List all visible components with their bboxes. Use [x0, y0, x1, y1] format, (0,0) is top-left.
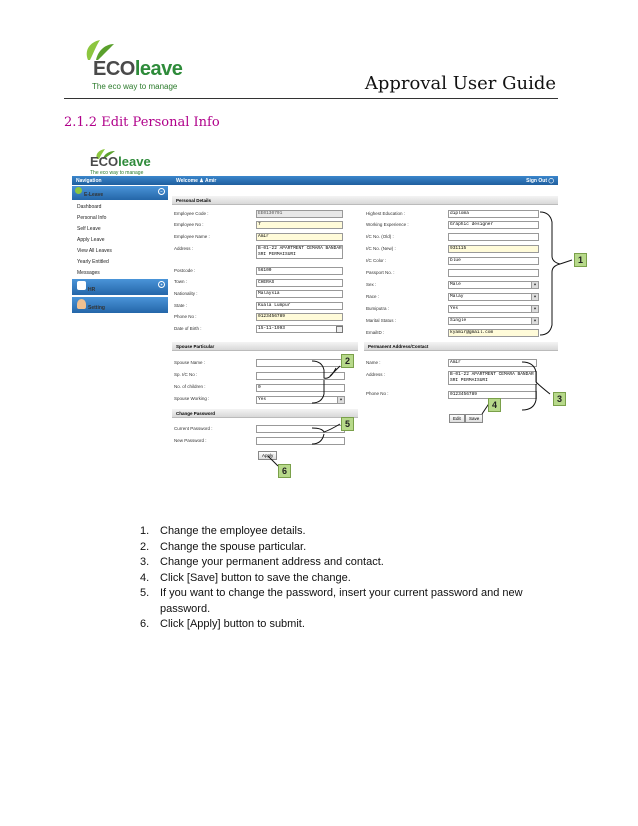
no-of-children-field[interactable]: 0: [256, 384, 345, 392]
state-field[interactable]: Kuala Lumpur: [256, 302, 343, 310]
header-divider: [64, 98, 558, 99]
power-icon: ◯: [548, 178, 554, 184]
working-experience-field[interactable]: Graphic designer: [448, 221, 539, 229]
callout-3: 3: [553, 392, 566, 406]
navigation-label: Navigation: [76, 178, 102, 184]
race-select[interactable]: Malay ▾: [448, 293, 539, 301]
callout-4: 4: [488, 398, 501, 412]
logo-wordmark: [93, 58, 182, 81]
postcode-field[interactable]: 56100: [256, 267, 343, 275]
instruction-text: Change the employee details.: [160, 525, 306, 537]
spouse-ic-field[interactable]: [256, 372, 345, 380]
spouse-name-field[interactable]: [256, 359, 345, 367]
sex-label: Sex :: [366, 282, 377, 287]
app-logo-tagline: The eco way to manage: [90, 170, 144, 176]
leader-1: [560, 260, 572, 264]
app-logo-text: leave: [118, 154, 151, 169]
sidebar-item-view-all-leaves[interactable]: View All Leaves: [77, 248, 112, 254]
employee-code-label: Employee Code :: [174, 211, 209, 216]
perm-phone-label: Phone No :: [366, 391, 389, 396]
logo-tagline: The eco way to manage: [92, 82, 178, 91]
instruction-item: [140, 524, 548, 540]
instruction-item: [140, 540, 548, 556]
app-logo-prefix: ECO: [90, 154, 119, 169]
email-field[interactable]: kyamir@gmail.com: [448, 329, 539, 337]
personal-details-header: [172, 196, 558, 205]
instruction-item: [140, 555, 548, 571]
sidebar-item-yearly-entitled[interactable]: Yearly Entitled: [77, 259, 109, 265]
employee-code-field: EE0130701: [256, 210, 343, 218]
welcome-label: Welcome: [176, 178, 198, 184]
user-name: Amir: [204, 178, 217, 184]
apply-button[interactable]: Apply: [258, 451, 277, 460]
sidebar-group-hr[interactable]: [72, 279, 168, 295]
bumiputra-select[interactable]: Yes ▾: [448, 305, 539, 313]
calendar-icon: [77, 281, 86, 290]
callout-5: 5: [341, 417, 354, 431]
current-password-field[interactable]: [256, 425, 345, 433]
phone-no-field[interactable]: 0123456789: [256, 313, 343, 321]
instruction-text: Change the spouse particular.: [160, 540, 307, 553]
logo-text: leave: [134, 58, 183, 80]
permanent-address-title: Permanent Address/Contact: [368, 344, 429, 349]
expand-icon[interactable]: +: [158, 281, 165, 288]
nationality-field[interactable]: Malaysia: [256, 290, 343, 298]
no-of-children-label: No. of children :: [174, 384, 206, 389]
ic-color-field[interactable]: blue: [448, 257, 539, 265]
current-password-label: Current Password :: [174, 426, 213, 431]
highest-education-label: Highest Education :: [366, 211, 406, 216]
instruction-number: 6.: [140, 618, 150, 630]
sidebar-item-messages[interactable]: Messages: [77, 270, 100, 276]
sign-out-label: Sign Out: [526, 178, 547, 184]
logo-prefix: ECO: [93, 58, 135, 80]
employee-name-label: Employee Name :: [174, 234, 210, 239]
section-title: 2.1.2 Edit Personal Info: [64, 115, 220, 130]
nationality-label: Nationality :: [174, 291, 198, 296]
permanent-address-header: [364, 342, 558, 351]
new-password-field[interactable]: [256, 437, 345, 445]
people-icon: [77, 299, 86, 309]
change-password-title: Change Password: [176, 411, 216, 416]
spouse-working-select[interactable]: Yes ▾: [256, 396, 345, 404]
sidebar-group-setting-label: Setting: [88, 305, 105, 311]
sidebar-group-hr-label: HR: [88, 287, 96, 293]
instruction-list: [140, 524, 548, 633]
spouse-title: Spouse Particular: [176, 344, 215, 349]
change-password-header: [172, 409, 358, 418]
instruction-text: Click [Apply] button to submit.: [160, 618, 305, 630]
top-bar: [72, 176, 558, 185]
state-label: State :: [174, 303, 188, 308]
calendar-picker-icon[interactable]: [336, 326, 343, 333]
sidebar-item-personal-info[interactable]: Personal Info: [77, 215, 107, 221]
perm-phone-field[interactable]: 0123456789: [448, 391, 537, 399]
new-password-label: New Password :: [174, 438, 207, 443]
passport-no-label: Passport No. :: [366, 270, 395, 275]
instruction-number: 2.: [140, 540, 150, 553]
date-of-birth-field[interactable]: 15-11-1993: [256, 325, 343, 333]
spouse-ic-label: Sp. I/C No :: [174, 372, 198, 377]
callout-1: 1: [574, 253, 587, 267]
app-screenshot: [72, 140, 558, 485]
email-label: EmailID :: [366, 330, 385, 335]
collapse-icon[interactable]: −: [158, 188, 165, 195]
instruction-text: If you want to change the password, insert your current password and new password.: [160, 587, 523, 615]
instruction-number: 5.: [140, 587, 150, 599]
save-button[interactable]: Save: [465, 414, 483, 423]
sex-select[interactable]: Male ▾: [448, 281, 539, 289]
instruction-number: 4.: [140, 571, 150, 584]
app-logo-wordmark: [90, 154, 151, 169]
perm-name-field[interactable]: Amir: [448, 359, 537, 367]
callout-2: 2: [341, 354, 354, 368]
perm-name-label: Name :: [366, 360, 381, 365]
ic-new-field[interactable]: 931115: [448, 245, 539, 253]
date-of-birth-label: Date of Birth :: [174, 326, 202, 331]
employee-no-field[interactable]: 7: [256, 221, 343, 229]
sidebar-group-eleave[interactable]: [72, 186, 168, 200]
user-icon: ♟: [199, 178, 204, 184]
town-field[interactable]: CHERAS: [256, 279, 343, 287]
spouse-working-label: Spouse Working :: [174, 396, 210, 401]
app-logo: [90, 148, 160, 176]
employee-no-label: Employee No :: [174, 222, 204, 227]
sidebar-item-self-leave[interactable]: Self Leave: [77, 226, 101, 232]
ic-old-field[interactable]: [448, 233, 539, 241]
address-label: Address :: [174, 246, 194, 251]
sidebar: [72, 186, 168, 326]
highest-education-field[interactable]: diploma: [448, 210, 539, 218]
town-label: Town :: [174, 279, 188, 284]
postcode-label: Postcode :: [174, 268, 196, 273]
address-field[interactable]: B-01-22 APARTMENT CEMARA BANDAR SRI PERMAISURI: [258, 246, 342, 257]
employee-name-field[interactable]: Amir: [256, 233, 343, 241]
perm-address-label: Address :: [366, 372, 386, 377]
instruction-number: 1.: [140, 525, 150, 537]
instruction-item: [140, 571, 548, 587]
instruction-text: Click [Save] button to save the change.: [160, 571, 351, 584]
passport-no-field[interactable]: [448, 269, 539, 277]
sidebar-item-apply-leave[interactable]: Apply Leave: [77, 237, 105, 243]
phone-no-label: Phone No :: [174, 314, 197, 319]
instruction-number: 3.: [140, 556, 150, 568]
ecoleave-logo: [78, 38, 188, 90]
document-title: Approval User Guide: [364, 73, 556, 94]
eleave-icon: [75, 187, 82, 194]
personal-details-title: Personal Details: [176, 198, 212, 203]
sidebar-item-dashboard[interactable]: Dashboard: [77, 204, 102, 210]
sidebar-group-setting[interactable]: [72, 297, 168, 313]
welcome-text: [176, 178, 216, 184]
callout-6: 6: [278, 464, 291, 478]
instruction-text: Change your permanent address and contact.: [160, 556, 384, 568]
sign-out-link[interactable]: [526, 178, 554, 184]
marital-status-label: Marital Status :: [366, 318, 397, 323]
ic-color-label: I/C Color :: [366, 258, 387, 263]
marital-status-select[interactable]: Single ▾: [448, 317, 539, 325]
edit-button[interactable]: Edit: [449, 414, 465, 423]
ic-old-label: I/C No. (Old) :: [366, 234, 394, 239]
spouse-name-label: Spouse Name :: [174, 360, 206, 365]
sidebar-group-label: E-Leave: [84, 192, 104, 198]
perm-address-field[interactable]: B-01-22 APARTMENT CEMARA BANDAR SRI PERMAISURI: [448, 371, 537, 385]
working-experience-label: Working Experience :: [366, 222, 409, 227]
race-label: Race :: [366, 294, 380, 299]
bumiputra-label: Bumiputra :: [366, 306, 390, 311]
instruction-item: [140, 617, 548, 633]
instruction-item: [140, 586, 548, 617]
ic-new-label: I/C No. (New) :: [366, 246, 396, 251]
spouse-header: [172, 342, 358, 351]
